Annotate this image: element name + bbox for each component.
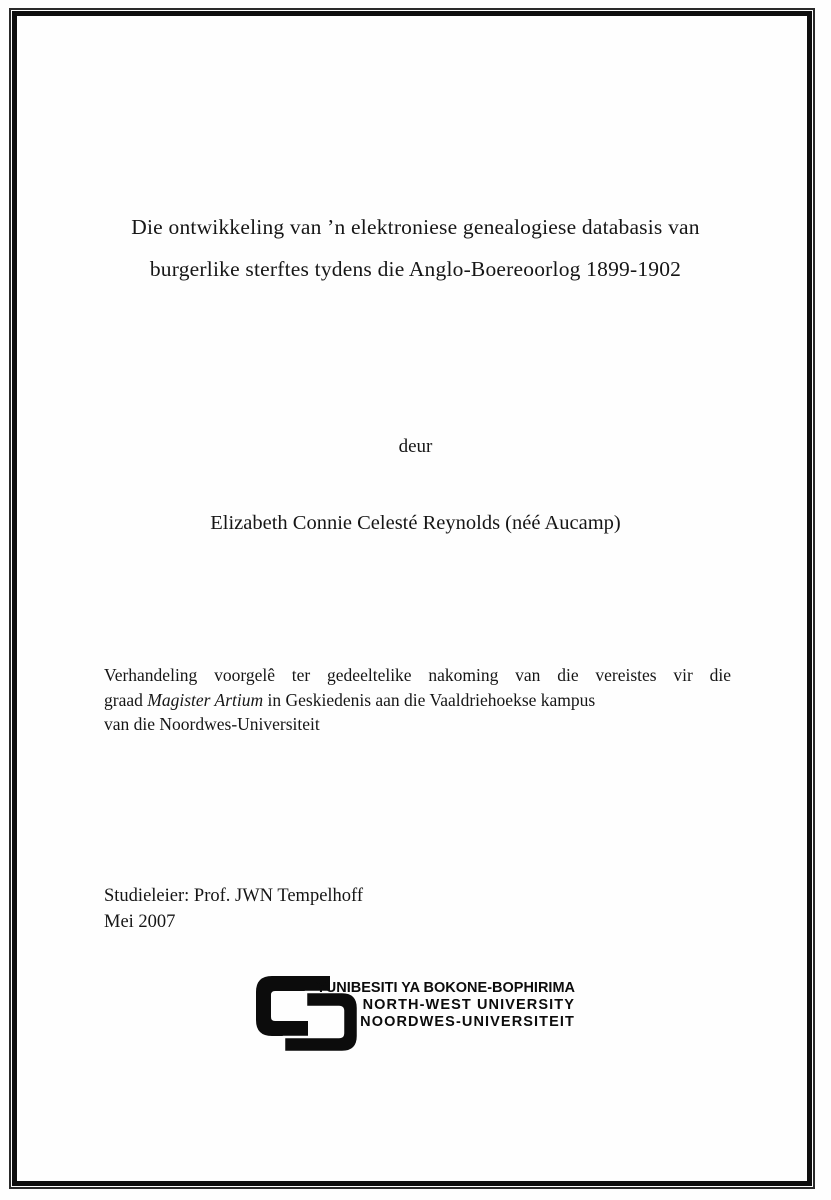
university-logo-text bbox=[316, 980, 575, 1031]
university-logo bbox=[255, 974, 585, 1056]
title-line-2: burgerlike sterftes tydens die Anglo-Boereoorlog 1899-1902 bbox=[149, 257, 682, 281]
submission-line-2-prefix: graad bbox=[104, 689, 148, 710]
logo-text-english: NORTH-WEST UNIVERSITY bbox=[362, 997, 575, 1013]
date-line: Mei 2007 bbox=[104, 911, 176, 932]
submission-line-1: Verhandeling voorgelê ter gedeeltelike nakoming van die vereistes vir die bbox=[104, 665, 731, 685]
byline-label: deur bbox=[398, 436, 433, 457]
submission-statement bbox=[104, 663, 731, 737]
supervisor-block bbox=[104, 884, 363, 935]
logo-text-afrikaans: NOORDWES-UNIVERSITEIT bbox=[360, 1014, 575, 1030]
submission-line-2 bbox=[104, 688, 731, 713]
submission-line-2-suffix: in Geskiedenis aan die Vaaldriehoekse kampus bbox=[263, 689, 596, 710]
page-title bbox=[60, 206, 771, 290]
degree-name-italic: Magister Artium bbox=[147, 689, 264, 710]
submission-line-3: van die Noordwes-Universiteit bbox=[104, 714, 320, 734]
logo-text-setswana: YUNIBESITI YA BOKONE-BOPHIRIMA bbox=[316, 980, 575, 996]
author-name: Elizabeth Connie Celesté Reynolds (néé Aucamp) bbox=[210, 512, 621, 534]
supervisor-line: Studieleier: Prof. JWN Tempelhoff bbox=[104, 886, 364, 906]
title-line-1: Die ontwikkeling van ’n elektroniese genealogiese databasis van bbox=[131, 215, 700, 239]
